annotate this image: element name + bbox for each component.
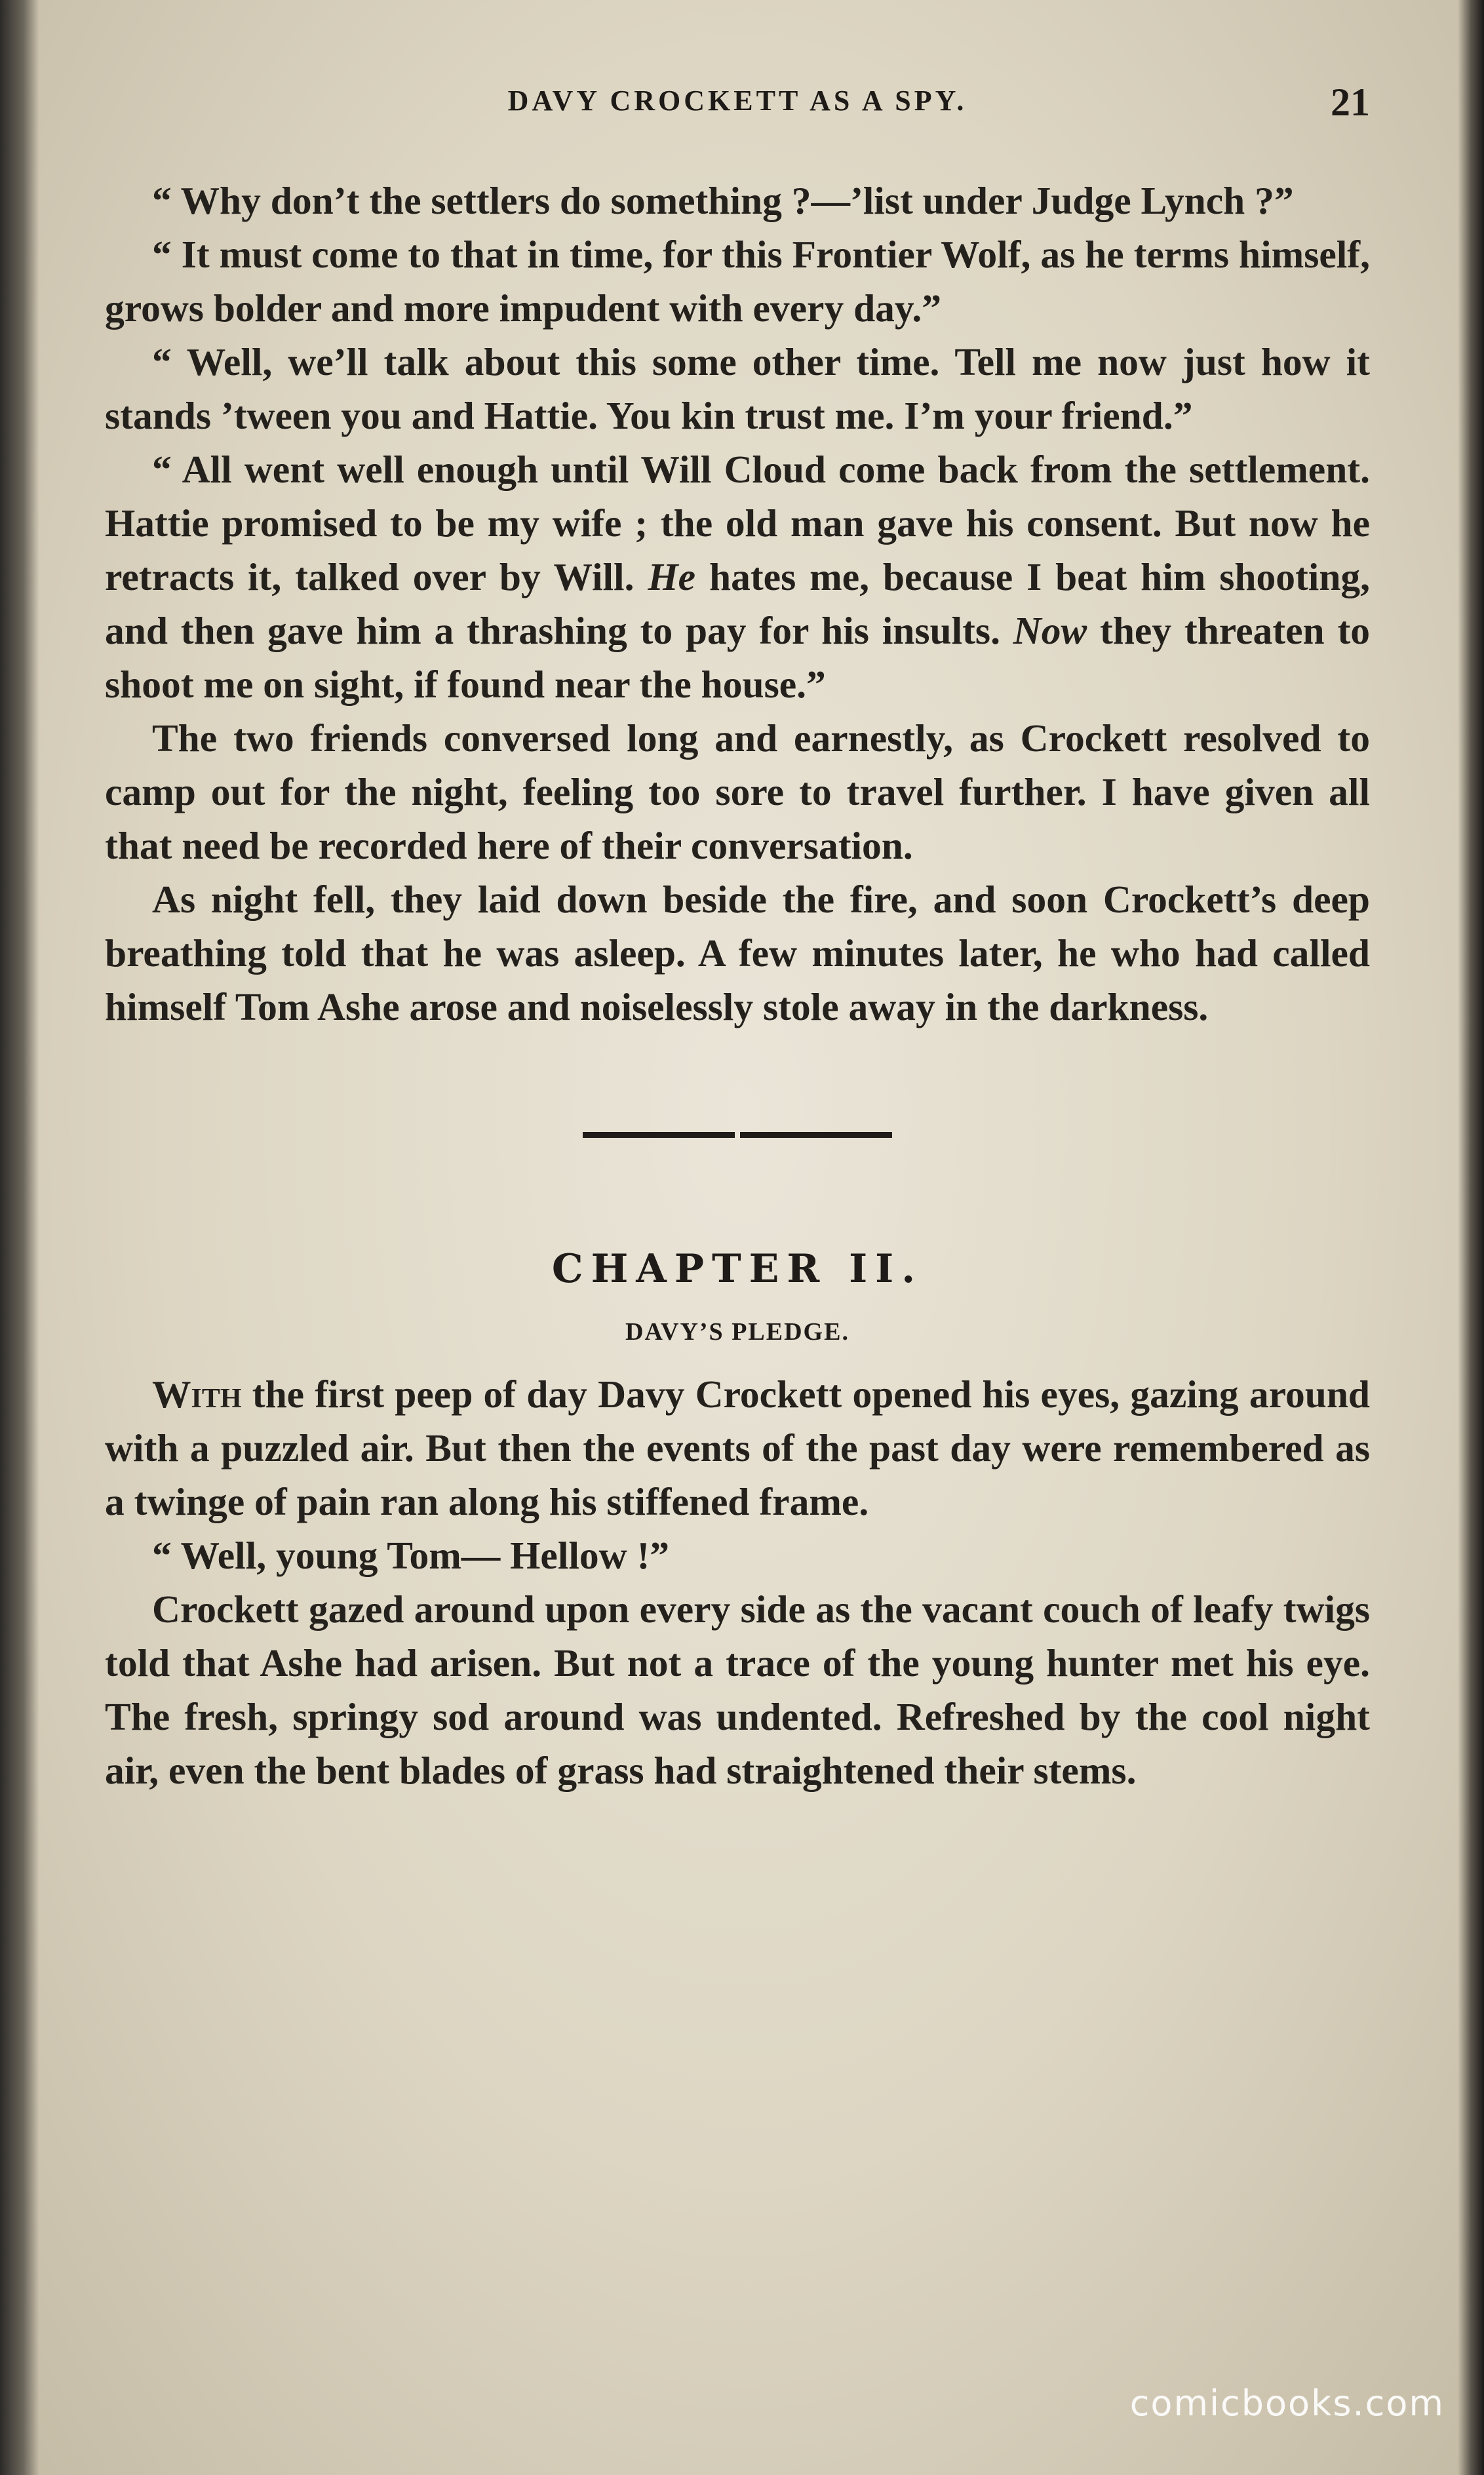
paragraph: “ Well, we’ll talk about this some other time. Tell me now just how it stands ’tween you and Hattie. You kin trust me. I’m your friend.” [105, 340, 1370, 437]
paragraph: “ Well, young Tom— Hellow !” [152, 1534, 670, 1577]
paragraph [105, 442, 1370, 711]
chapter-subtitle: DAVY’S PLEDGE. [625, 1318, 849, 1346]
paragraph: “ Why don’t the settlers do something ?—’list under Judge Lynch ?” [152, 179, 1294, 222]
chapter-heading: CHAPTER II. [551, 1246, 924, 1292]
paragraph-text: hates me, because I beat him shooting, and then gave him a thrashing to pay for his insults. [105, 555, 1371, 652]
lead-word: With [152, 1373, 242, 1416]
paragraph-text: they threaten to shoot me on sight, if found near the house.” [105, 609, 1371, 706]
running-title: DAVY CROCKETT AS A SPY. [507, 85, 967, 117]
paragraph: “ It must come to that in time, for this Frontier Wolf, as he terms himself, grows bolder and more impudent with every day.” [105, 233, 1370, 330]
paragraph-text: the first peep of day Davy Crockett opened his eyes, gazing around with a puzzled air. But then the events of the past day were remembered as a twinge of pain ran along his stiffened frame. [105, 1373, 1371, 1523]
paragraph: The two friends conversed long and earnestly, as Crockett resolved to camp out for the night, feeling too sore to travel further. I have given all that need be recorded here of their conversation. [105, 716, 1370, 867]
running-header [105, 81, 1370, 136]
watermark-logo: comicbooks.com [1129, 2383, 1445, 2424]
paragraph-text: “ All went well enough until Will Cloud come back from the settlement. Hattie promised to be my wife ; the old man gave his consent. But now he retracts it, talked over by Will. [105, 448, 1370, 598]
page-number: 21 [1331, 81, 1370, 124]
paragraph [105, 1367, 1370, 1529]
emphasis-text: Now [1013, 609, 1087, 652]
divider-rule [740, 1132, 892, 1138]
emphasis-text: He [648, 555, 696, 598]
body-text [105, 174, 1370, 1797]
paragraph: As night fell, they laid down beside the fire, and soon Crockett’s deep breathing told that he was asleep. A few minutes later, he who had called himself Tom Ashe arose and noiselessly stole away in the darkness. [105, 878, 1370, 1028]
paragraph: Crockett gazed around upon every side as the vacant couch of leafy twigs told that Ashe had arisen. But not a trace of the young hunter met his eye. The fresh, springy sod around was undented. Refreshed by the cool night air, even the bent blades of grass had straightened their stems. [105, 1588, 1370, 1792]
divider-rule [583, 1132, 735, 1138]
section-divider [105, 1132, 1370, 1138]
